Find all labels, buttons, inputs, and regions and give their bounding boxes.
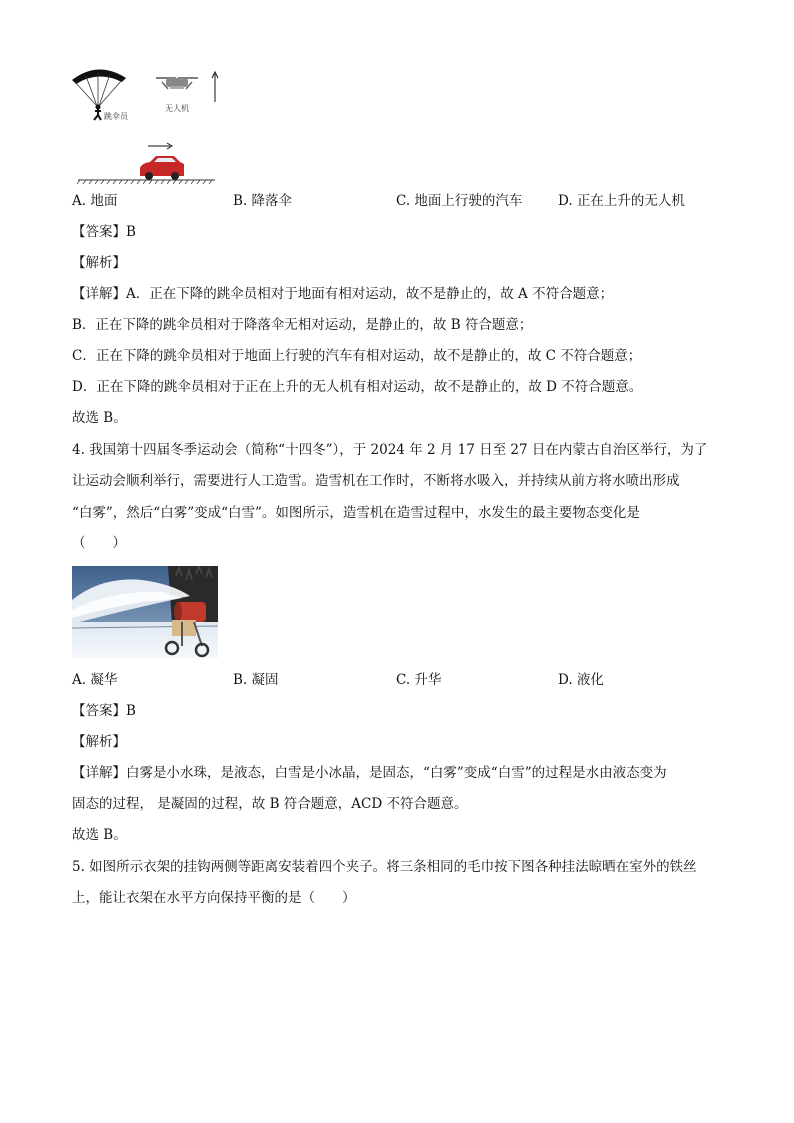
q4-detail-line: 固态的过程， 是凝固的过程，故 B 符合题意，ACD 不符合题意。 [72, 796, 468, 812]
parachutist-label: 跳伞员 [104, 112, 128, 121]
q4-stem-line: “白雾”，然后“白雾”变成“白雪”。如图所示，造雪机在造雪过程中，水发生的最主要物态变化是 [72, 505, 640, 521]
drone-label: 无人机 [165, 104, 189, 113]
q3-detail-line: 【详解】A．正在下降的跳伞员相对于地面有相对运动，故不是静止的，故 A 不符合题意； [72, 286, 614, 302]
q4-option-a: A. 凝华 [72, 672, 118, 688]
parachute-figure [68, 62, 228, 184]
q3-option-d: D. 正在上升的无人机 [558, 193, 685, 209]
q3-option-b: B. 降落伞 [233, 193, 293, 209]
q3-detail-line: D．正在下降的跳伞员相对于正在上升的无人机有相对运动，故不是静止的，故 D 不符合题意。 [72, 379, 643, 395]
q4-stem-line: （ ） [72, 535, 126, 551]
car-icon [140, 156, 184, 180]
q4-stem-line: 4. 我国第十四届冬季运动会（简称“十四冬”），于 2024 年 2 月 17 日至 27 日在内蒙古自治区举行，为了 [72, 442, 708, 458]
q4-option-b: B. 凝固 [233, 672, 279, 688]
q3-option-c: C. 地面上行驶的汽车 [396, 193, 523, 209]
q3-answer: 【答案】B [72, 224, 136, 240]
q4-option-d: D. 液化 [558, 672, 604, 688]
q3-detail-line: B．正在下降的跳伞员相对于降落伞无相对运动，是静止的，故 B 符合题意； [72, 317, 533, 333]
q3-option-a: A. 地面 [72, 193, 118, 209]
q4-analysis-title: 【解析】 [72, 734, 126, 750]
q4-option-c: C. 升华 [396, 672, 442, 688]
q3-analysis-title: 【解析】 [72, 255, 126, 271]
q5-stem-line: 5. 如图所示衣架的挂钩两侧等距离安装着四个夹子。将三条相同的毛巾按下图各种挂法晾晒在室外的铁丝 [72, 859, 697, 875]
q5-stem-line: 上，能让衣架在水平方向保持平衡的是（ ） [72, 890, 356, 906]
snow-machine-photo [72, 566, 218, 658]
q4-stem-line: 让运动会顺利举行，需要进行人工造雪。造雪机在工作时，不断将水吸入，并持续从前方将水喷出形成 [72, 473, 680, 489]
drone-icon [156, 78, 198, 89]
q3-choose: 故选 B。 [72, 410, 127, 426]
q4-detail-line: 【详解】白雾是小水珠，是液态，白雪是小冰晶，是固态，“白雾”变成“白雪”的过程是水由液态变为 [72, 765, 667, 781]
q4-choose: 故选 B。 [72, 827, 127, 843]
q4-answer: 【答案】B [72, 703, 136, 719]
q3-detail-line: C．正在下降的跳伞员相对于地面上行驶的汽车有相对运动，故不是静止的，故 C 不符合题意； [72, 348, 642, 364]
